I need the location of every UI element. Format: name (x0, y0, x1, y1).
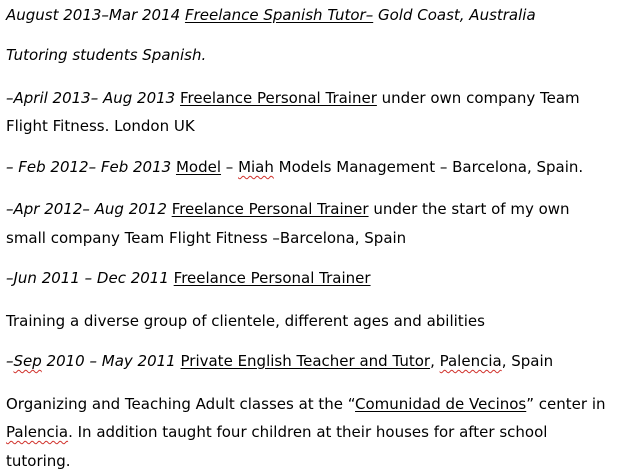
entry-3-company-word: Miah (238, 158, 274, 176)
entry-6-dates-rest: 2010 – May 2011 (41, 352, 176, 370)
entry-2-rest-line2: Flight Fitness. London UK (6, 117, 195, 135)
entry-4-rest-line2: small company Team Flight Fitness –Barcelona, Spain (6, 229, 407, 247)
entry-6-desc-line1-b: Comunidad de Vecinos (355, 395, 527, 413)
entry-3-title: Model (175, 158, 222, 176)
entry-3-dates: – Feb 2012– Feb 2013 (6, 158, 172, 176)
entry-6-dash: – (6, 352, 14, 370)
entry-4-rest-line1: under the start of my own (368, 200, 570, 218)
entry-6-desc-line2 (6, 422, 547, 442)
entry-1-title: Freelance Spanish Tutor– (184, 6, 374, 24)
entry-5-description: Training a diverse group of clientele, different ages and abilities (6, 312, 485, 330)
entry-1-description: Tutoring students Spanish. (6, 46, 207, 64)
entry-6-heading (6, 351, 553, 371)
entry-2-dates: –April 2013– Aug 2013 (6, 89, 176, 107)
entry-6-desc-line3: tutoring. (6, 452, 71, 470)
entry-2-title: Freelance Personal Trainer (180, 89, 377, 107)
entry-3-heading (6, 157, 583, 177)
entry-6-title: Private English Teacher and Tutor (180, 352, 431, 370)
entry-1-heading (6, 5, 536, 25)
entry-6-comma: , (430, 352, 440, 370)
entry-6-desc-line1-a: Organizing and Teaching Adult classes at the “ (6, 395, 356, 413)
entry-1-location: Gold Coast, Australia (373, 6, 536, 24)
entry-5-heading (6, 268, 371, 288)
entry-3-sep: – (221, 158, 239, 176)
entry-4-dates: –Apr 2012– Aug 2012 (6, 200, 167, 218)
entry-6-desc-line1 (6, 394, 606, 414)
entry-1-dates: August 2013–Mar 2014 (6, 6, 185, 24)
entry-2-heading (6, 88, 580, 108)
entry-6-desc-line1-c: ” center in (526, 395, 606, 413)
entry-4-heading (6, 199, 570, 219)
entry-6-place: Palencia (439, 352, 502, 370)
entry-3-rest: Models Management – Barcelona, Spain. (273, 158, 584, 176)
entry-4-title: Freelance Personal Trainer (171, 200, 369, 218)
entry-2-rest-line1: under own company Team (376, 89, 580, 107)
entry-6-desc-line2-a: Palencia (6, 423, 69, 441)
entry-6-desc-line2-b: . In addition taught four children at their houses for after school (68, 423, 548, 441)
entry-5-title: Freelance Personal Trainer (173, 269, 371, 287)
entry-6-dates-sep: Sep (13, 352, 42, 370)
entry-5-dates: –Jun 2011 – Dec 2011 (6, 269, 169, 287)
entry-6-rest: , Spain (501, 352, 554, 370)
